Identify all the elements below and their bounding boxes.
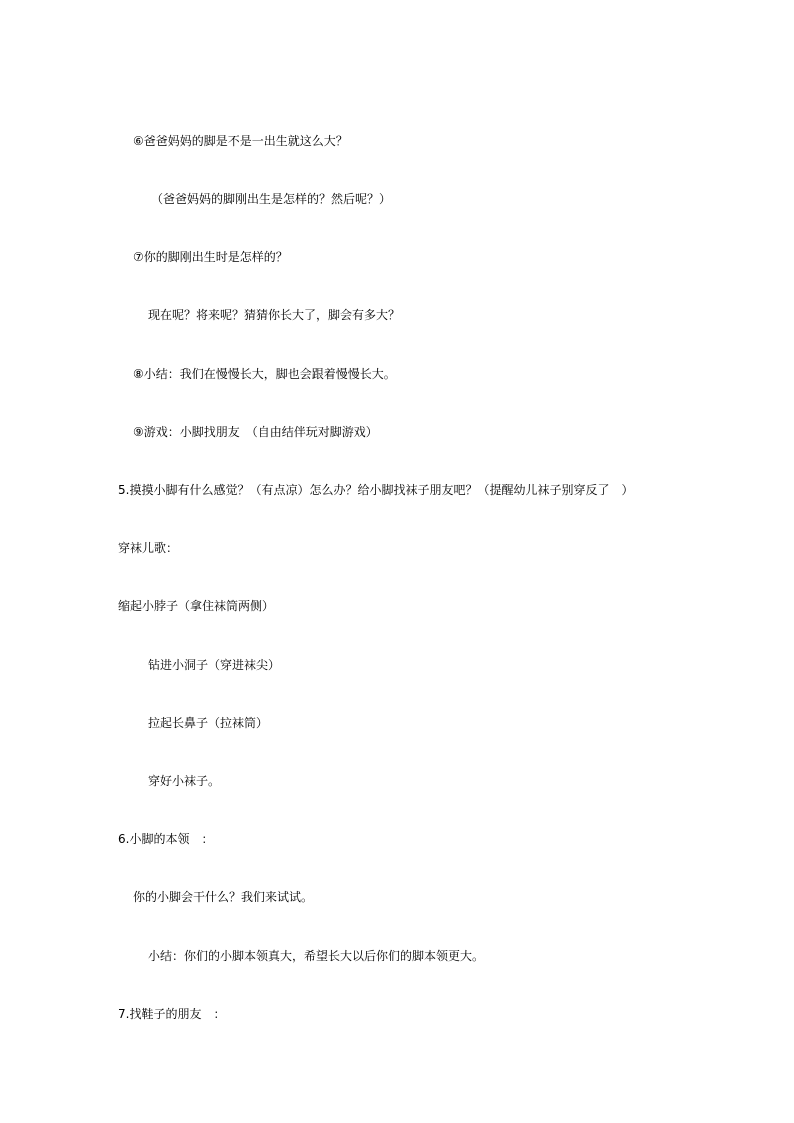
step-7: 7.找鞋子的朋友 ： bbox=[118, 1007, 226, 1021]
sock-song-line-2: 钻进小洞子（穿进袜尖） bbox=[148, 658, 281, 672]
question-7: ⑦你的脚刚出生时是怎样的？ bbox=[133, 250, 288, 264]
sock-song-title: 穿袜儿歌： bbox=[118, 541, 179, 555]
sock-song-line-4: 穿好小袜子。 bbox=[148, 774, 221, 788]
sock-song-line-3: 拉起长鼻子（拉袜筒） bbox=[148, 716, 269, 730]
question-7-followup: 现在呢？将来呢？猜猜你长大了，脚会有多大？ bbox=[148, 308, 401, 322]
step-6-summary: 小结：你们的小脚本领真大，希望长大以后你们的脚本领更大。 bbox=[148, 949, 485, 963]
question-6-note: （爸爸妈妈的脚刚出生是怎样的？然后呢？） bbox=[151, 192, 392, 206]
game-9: ⑨游戏：小脚找朋友 （自由结伴玩对脚游戏） bbox=[133, 425, 378, 439]
step-5: 5.摸摸小脚有什么感觉？（有点凉）怎么办？给小脚找袜子朋友吧？（提醒幼儿袜子别穿反了 ） bbox=[118, 483, 634, 497]
step-6-question: 你的小脚会干什么？我们来试试。 bbox=[133, 890, 314, 904]
question-6: ⑥爸爸妈妈的脚是不是一出生就这么大？ bbox=[133, 134, 348, 148]
step-6: 6.小脚的本领 ： bbox=[118, 832, 214, 846]
sock-song-line-1: 缩起小脖子（拿住袜筒两侧） bbox=[118, 599, 275, 613]
summary-8: ⑧小结：我们在慢慢长大，脚也会跟着慢慢长大。 bbox=[133, 367, 396, 381]
